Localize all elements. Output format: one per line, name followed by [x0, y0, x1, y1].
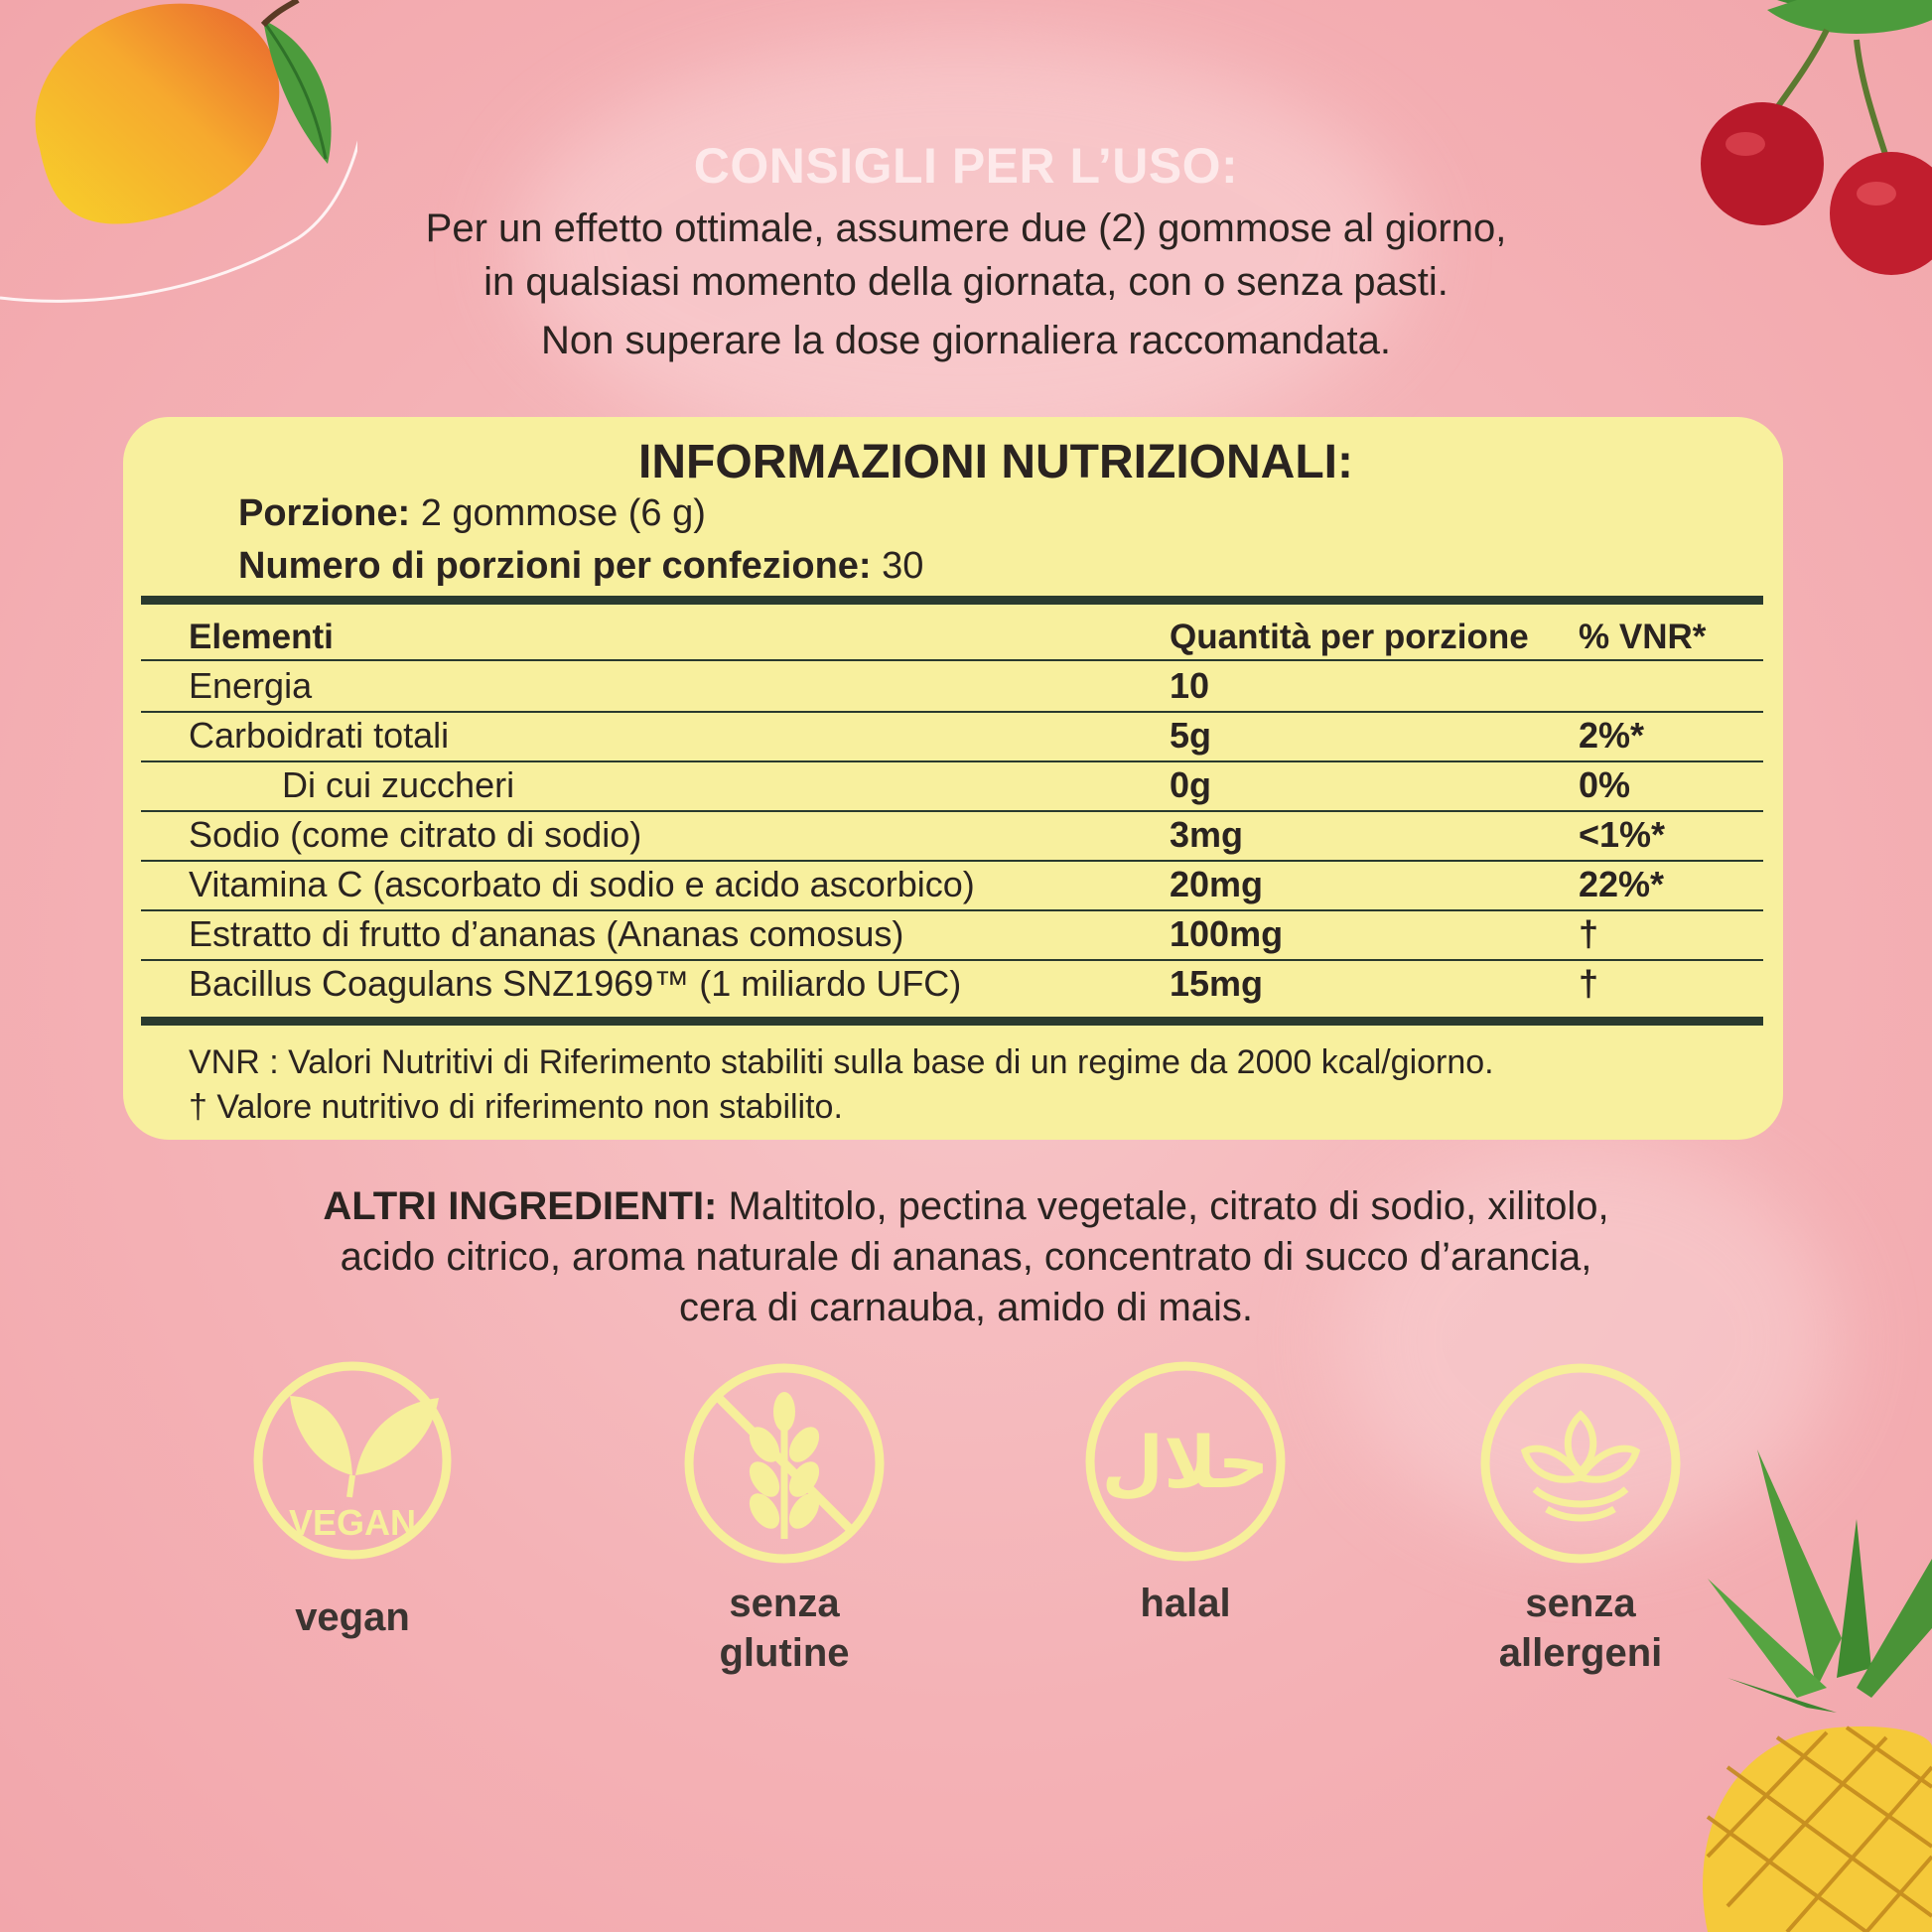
- column-header-element: Elementi: [189, 618, 334, 656]
- badge-label-line: vegan: [295, 1595, 410, 1639]
- serving-label: Porzione:: [238, 492, 411, 534]
- nutrition-title: INFORMAZIONI NUTRIZIONALI:: [638, 436, 1353, 488]
- usage-line: in qualsiasi momento della giornata, con o senza pasti.: [483, 260, 1449, 304]
- vegan-leaf-icon: [250, 1358, 455, 1563]
- servings-value: 30: [882, 545, 924, 587]
- table-rule: [141, 1017, 1763, 1026]
- table-row-amount: 10: [1170, 665, 1210, 706]
- usage-line: Non superare la dose giornaliera raccomandata.: [540, 319, 1392, 362]
- table-rule: [141, 711, 1763, 713]
- allergen-free-icon: [1477, 1360, 1684, 1567]
- halal-icon-text: حلال: [1101, 1421, 1270, 1504]
- table-row-element: Sodio (come citrato di sodio): [189, 814, 642, 855]
- badge-label-halal: [1036, 1579, 1334, 1628]
- badge-label-allergen-free: [1432, 1579, 1729, 1678]
- table-row-element: Carboidrati totali: [189, 715, 450, 756]
- usage-line: Per un effetto ottimale, assumere due (2) gommose al giorno,: [425, 207, 1507, 250]
- serving-value: 2 gommose (6 g): [420, 492, 706, 534]
- table-row-amount: 100mg: [1170, 913, 1284, 954]
- table-row-vnr: 0%: [1579, 764, 1631, 805]
- ingredients-label: ALTRI INGREDIENTI:: [323, 1184, 718, 1228]
- column-header-amount: Quantità per porzione: [1170, 618, 1529, 656]
- servings-label: Numero di porzioni per confezione:: [238, 545, 872, 587]
- table-row-element: Di cui zuccheri: [282, 764, 515, 805]
- badge-label-line: halal: [1140, 1582, 1231, 1625]
- table-rule: [141, 596, 1763, 605]
- table-row-element: Energia: [189, 665, 313, 706]
- table-rule: [141, 959, 1763, 961]
- badge-label-vegan: [204, 1592, 501, 1642]
- badge-label-gluten-free: [635, 1579, 933, 1678]
- ingredients-line: acido citrico, aroma naturale di ananas, concentrato di succo d’arancia,: [340, 1235, 1592, 1279]
- table-row-vnr: †: [1579, 913, 1599, 954]
- table-row-amount: 0g: [1170, 764, 1212, 805]
- badge-label-line: senza: [1525, 1582, 1636, 1625]
- table-row-element: Vitamina C (ascorbato di sodio e acido ascorbico): [189, 864, 975, 904]
- pineapple-illustration: [1668, 1440, 1932, 1932]
- dagger-footnote: † Valore nutritivo di riferimento non stabilito.: [189, 1088, 843, 1126]
- halal-icon: [1082, 1358, 1289, 1565]
- table-row-amount: 3mg: [1170, 814, 1244, 855]
- servings-per-pack: [238, 545, 923, 588]
- table-row-vnr: †: [1579, 963, 1599, 1004]
- ingredients-text: Maltitolo, pectina vegetale, citrato di sodio, xilitolo,: [728, 1184, 1609, 1228]
- table-rule: [141, 909, 1763, 911]
- vegan-icon-text: VEGAN: [288, 1502, 417, 1543]
- table-row-amount: 15mg: [1170, 963, 1264, 1004]
- table-rule: [141, 659, 1763, 661]
- table-row-element: Estratto di frutto d’ananas (Ananas comosus): [189, 913, 904, 954]
- usage-title: CONSIGLI PER L’USO:: [693, 138, 1239, 194]
- column-header-vnr: % VNR*: [1579, 618, 1707, 656]
- badge-label-line: allergeni: [1498, 1631, 1663, 1675]
- badge-label-line: senza: [729, 1582, 840, 1625]
- table-row-amount: 5g: [1170, 715, 1212, 756]
- table-row-vnr: 22%*: [1579, 864, 1665, 904]
- ingredients-line: [0, 1184, 1932, 1229]
- table-row-vnr: <1%*: [1579, 814, 1666, 855]
- gluten-free-icon: [681, 1360, 888, 1567]
- ingredients-line: cera di carnauba, amido di mais.: [678, 1286, 1254, 1329]
- serving-size: [238, 492, 706, 535]
- table-rule: [141, 860, 1763, 862]
- table-row-amount: 20mg: [1170, 864, 1264, 904]
- table-row-vnr: 2%*: [1579, 715, 1645, 756]
- table-row-element: Bacillus Coagulans SNZ1969™ (1 miliardo UFC): [189, 963, 962, 1004]
- table-rule: [141, 760, 1763, 762]
- table-rule: [141, 810, 1763, 812]
- badge-label-line: glutine: [719, 1631, 850, 1675]
- vnr-footnote: VNR : Valori Nutritivi di Riferimento stabiliti sulla base di un regime da 2000 kcal/giorno.: [189, 1043, 1494, 1081]
